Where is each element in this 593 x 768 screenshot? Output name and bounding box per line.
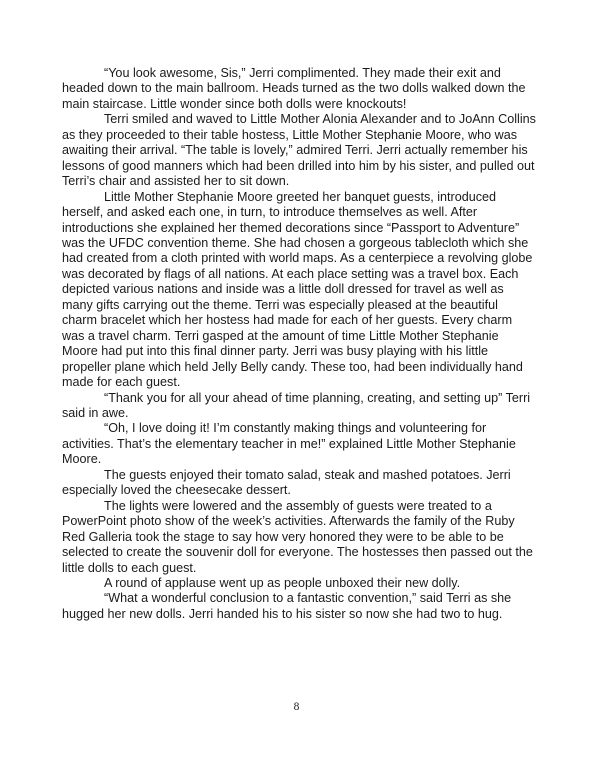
paragraph-4: “Thank you for all your ahead of time planning, creating, and setting up” Terri said in awe. <box>62 390 531 420</box>
paragraph-2: Terri smiled and waved to Little Mother Alonia Alexander and to JoAnn Collins as they proceeded to their table hostess, Little Mother Stephanie Moore, who was awaiting their arrival. “The table is lovely,” admired Terri. Jerri actually remember his lessons of good manners which had been drilled into him by his sister, and pulled out Terri’s chair and assisted her to sit down. <box>62 112 536 189</box>
page-number: 8 <box>293 701 300 713</box>
paragraph-8: A round of applause went up as people unboxed their new dolly. <box>104 575 461 590</box>
page-body <box>62 66 536 622</box>
paragraph-7: The lights were lowered and the assembly of guests were treated to a PowerPoint photo show of the week’s activities. Afterwards the family of the Ruby Red Galleria took the stage to say how very honored they were to be able to be selected to create the souvenir doll for everyone. The hostesses then passed out the little dolls to each guest. <box>62 498 533 575</box>
paragraph-5: “Oh, I love doing it! I’m constantly making things and volunteering for activities. That’s the elementary teacher in me!” explained Little Mother Stephanie Moore. <box>62 421 516 467</box>
paragraph-3: Little Mother Stephanie Moore greeted her banquet guests, introduced herself, and asked each one, in turn, to introduce themselves as well. After introductions she explained her themed decorations since “Passport to Adventure” was the UFDC convention theme. She had chosen a gorgeous tablecloth which she had created from a cloth printed with world maps. As a centerpiece a revolving globe was decorated by flags of all nations. At each place setting was a travel box. Each depicted various nations and inside was a little doll dressed for travel as well as many gifts carrying out the theme. Terri was especially pleased at the beautiful charm bracelet which her hostess had made for each of her guests. Every charm was a travel charm. Terri gasped at the amount of time Little Mother Stephanie Moore had put into this final dinner party. Jerri was busy playing with his little propeller plane which held Jelly Belly candy. These too, had been individually hand made for each guest. <box>62 189 533 390</box>
paragraph-6: The guests enjoyed their tomato salad, steak and mashed potatoes. Jerri especially loved the cheesecake dessert. <box>62 467 511 498</box>
paragraph-1: “You look awesome, Sis,” Jerri complimented. They made their exit and headed down to the main ballroom. Heads turned as the two dolls walked down the main staircase. Little wonder since both dolls were knockouts! <box>62 66 526 111</box>
paragraph-9: “What a wonderful conclusion to a fantastic convention,” said Terri as she hugged her new dolls. Jerri handed his to his sister so now she had two to hug. <box>62 591 512 621</box>
